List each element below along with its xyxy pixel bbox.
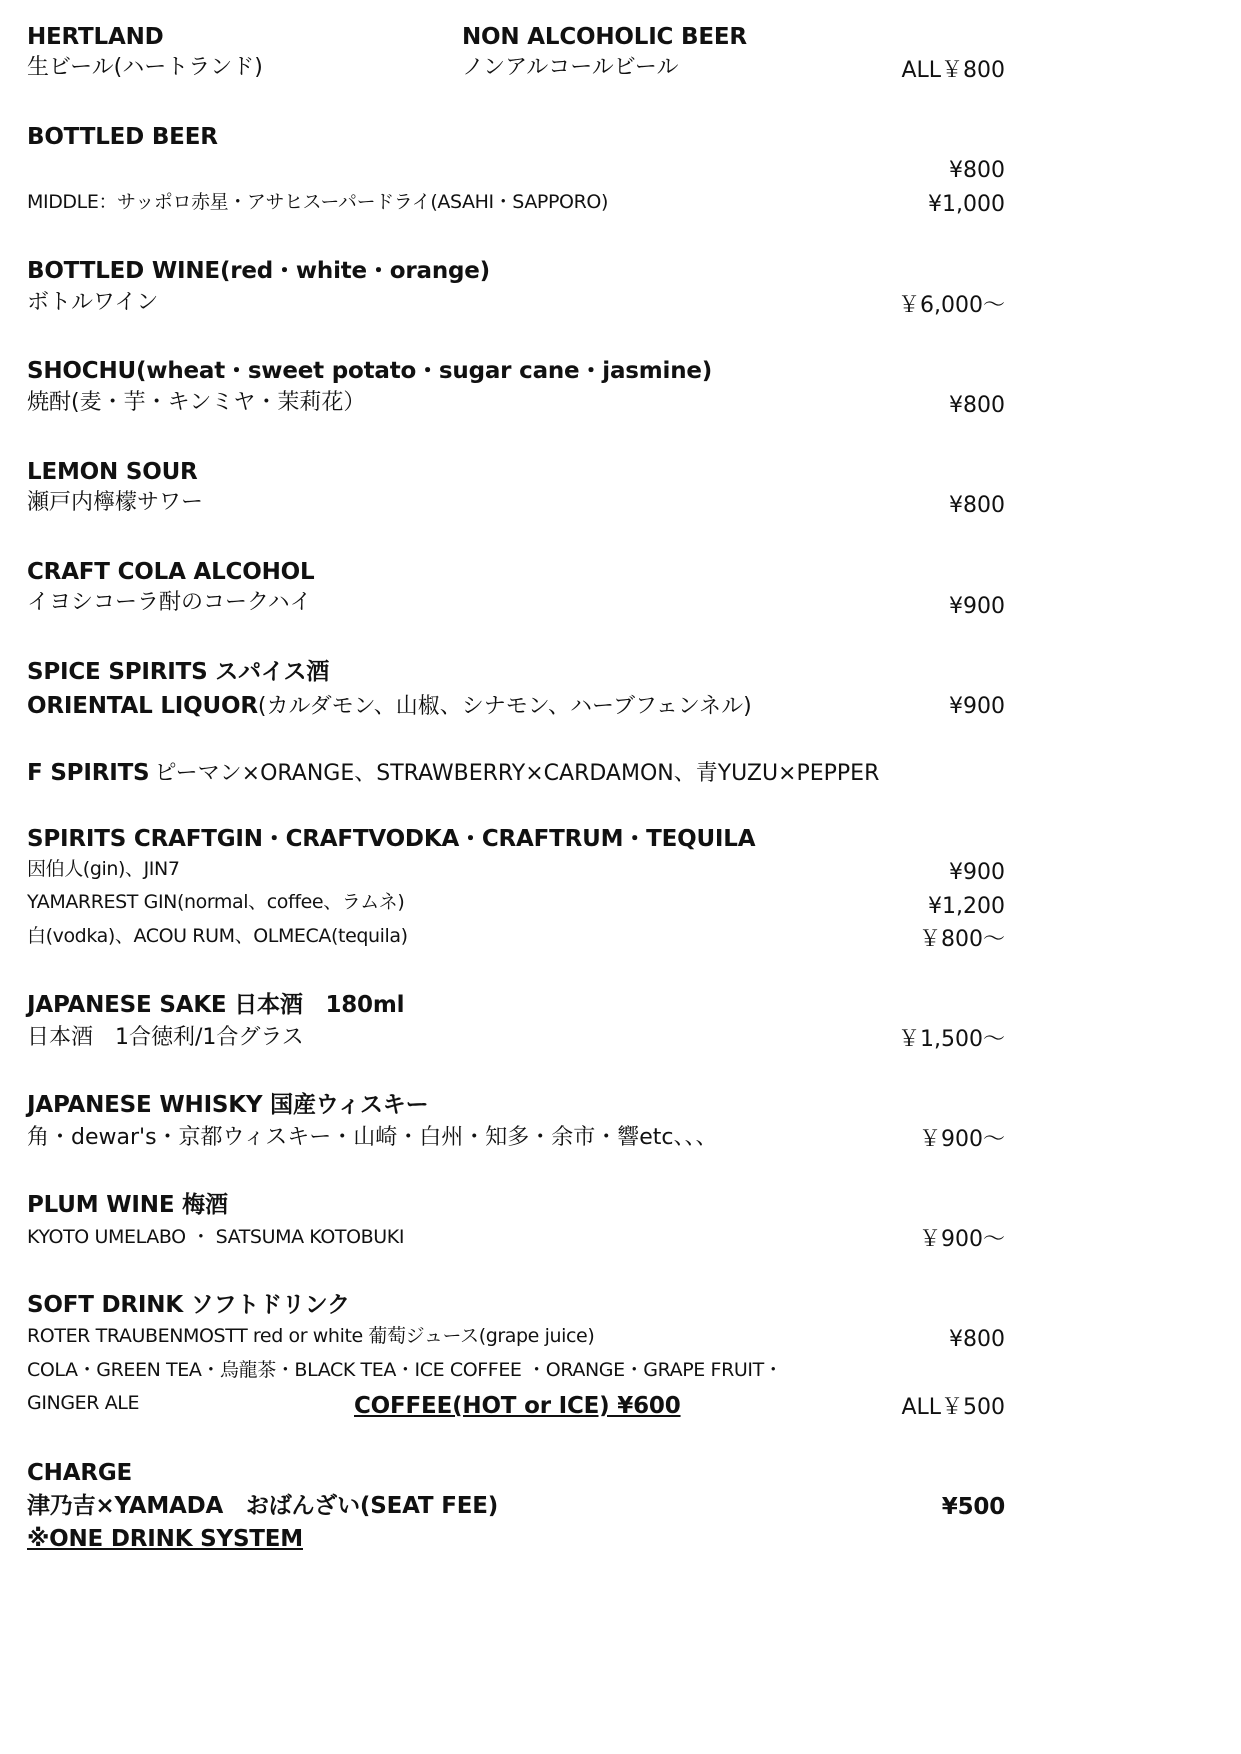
spirits-line-1: 因伯人(gin)、JIN7 [27,858,180,880]
bottled-beer-price-2: ¥1,000 [928,192,1005,217]
whisky-title: JAPANESE WHISKY 国産ウィスキー [27,1092,429,1118]
shochu-subtitle: 焼酎(麦・芋・キンミヤ・茉莉花） [27,390,366,415]
craft-cola-title: CRAFT COLA ALCOHOL [27,559,315,585]
bottled-beer-price-1: ¥800 [949,158,1005,183]
sake-price: ￥1,500～ [898,1027,1005,1052]
f-spirits-line [27,762,879,785]
spirits-line-3: 白(vodka)、ACOU RUM、OLMECA(tequila) [27,925,408,947]
one-drink-system-note: ※ONE DRINK SYSTEM [27,1526,303,1552]
bottled-beer-title: BOTTLED BEER [27,124,218,150]
coffee-price-note: COFFEE(HOT or ICE) ¥600 [354,1393,681,1419]
spirits-title: SPIRITS CRAFTGIN・CRAFTVODKA・CRAFTRUM・TEQUILA [27,826,756,852]
sake-subtitle: 日本酒 1合徳利/1合グラス [27,1025,304,1050]
spirits-price-1: ¥900 [949,860,1005,885]
beer-price: ALL￥800 [901,58,1005,83]
bottled-wine-price: ￥6,000～ [898,293,1005,318]
bottled-beer-line: MIDDLE：サッポロ赤星・アサヒスーパードライ(ASAHI・SAPPORO) [27,191,608,213]
soft-drink-price-1: ¥800 [949,1327,1005,1352]
lemon-sour-subtitle: 瀬戸内檸檬サワー [27,490,204,515]
plum-wine-price: ￥900～ [919,1227,1005,1252]
soft-drink-title: SOFT DRINK ソフトドリンク [27,1292,350,1318]
spirits-price-3: ￥800～ [919,927,1005,952]
craft-cola-subtitle: イヨシコーラ酎のコークハイ [27,590,312,615]
craft-cola-price: ¥900 [949,594,1005,619]
charge-title: CHARGE [27,1460,133,1486]
charge-line: 津乃吉×YAMADA おばんざい(SEAT FEE) [27,1493,499,1519]
hertland-title: HERTLAND [27,24,164,50]
lemon-sour-title: LEMON SOUR [27,459,198,485]
spice-spirits-price: ¥900 [949,694,1005,719]
whisky-price: ￥900～ [919,1127,1005,1152]
sake-title: JAPANESE SAKE 日本酒 180ml [27,992,405,1018]
soft-drink-price-2: ALL￥500 [901,1395,1005,1420]
plum-wine-subtitle: KYOTO UMELABO ・ SATSUMA KOTOBUKI [27,1226,405,1248]
charge-price: ¥500 [941,1494,1005,1520]
f-spirits-title: F SPIRITS [27,760,150,786]
soft-drink-line-2: COLA・GREEN TEA・烏龍茶・BLACK TEA・ICE COFFEE ・ORANGE・GRAPE FRUIT・ [27,1359,783,1381]
spice-spirits-line [27,695,752,718]
oriental-liquor-ingredients: (カルダモン、山椒、シナモン、ハーブフェンネル) [257,694,752,719]
bottled-wine-subtitle: ボトルワイン [27,290,159,315]
bottled-wine-title: BOTTLED WINE(red・white・orange) [27,258,490,284]
non-alcoholic-beer-title: NON ALCOHOLIC BEER [462,24,747,50]
whisky-subtitle: 角・dewar's・京都ウィスキー・山崎・白州・知多・余市・響etc、、、 [27,1125,718,1150]
non-alcoholic-beer-subtitle: ノンアルコールビール [462,55,679,80]
shochu-title: SHOCHU(wheat・sweet potato・sugar cane・jasmine) [27,358,713,384]
lemon-sour-price: ¥800 [949,493,1005,518]
shochu-price: ¥800 [949,393,1005,418]
spice-spirits-title: SPICE SPIRITS スパイス酒 [27,659,330,685]
hertland-subtitle: 生ビール(ハートランド) [27,55,263,80]
spirits-price-2: ¥1,200 [928,894,1005,919]
soft-drink-line-3: GINGER ALE [27,1392,140,1414]
oriental-liquor-label: ORIENTAL LIQUOR [27,693,258,719]
spirits-line-2: YAMARREST GIN(normal、coffee、ラムネ) [27,891,405,913]
soft-drink-line-1: ROTER TRAUBENMOSTT red or white 葡萄ジュース(grape juice) [27,1325,595,1347]
plum-wine-title: PLUM WINE 梅酒 [27,1192,228,1218]
f-spirits-flavors: ピーマン×ORANGE、STRAWBERRY×CARDAMON、青YUZU×PEPPER [154,761,880,786]
